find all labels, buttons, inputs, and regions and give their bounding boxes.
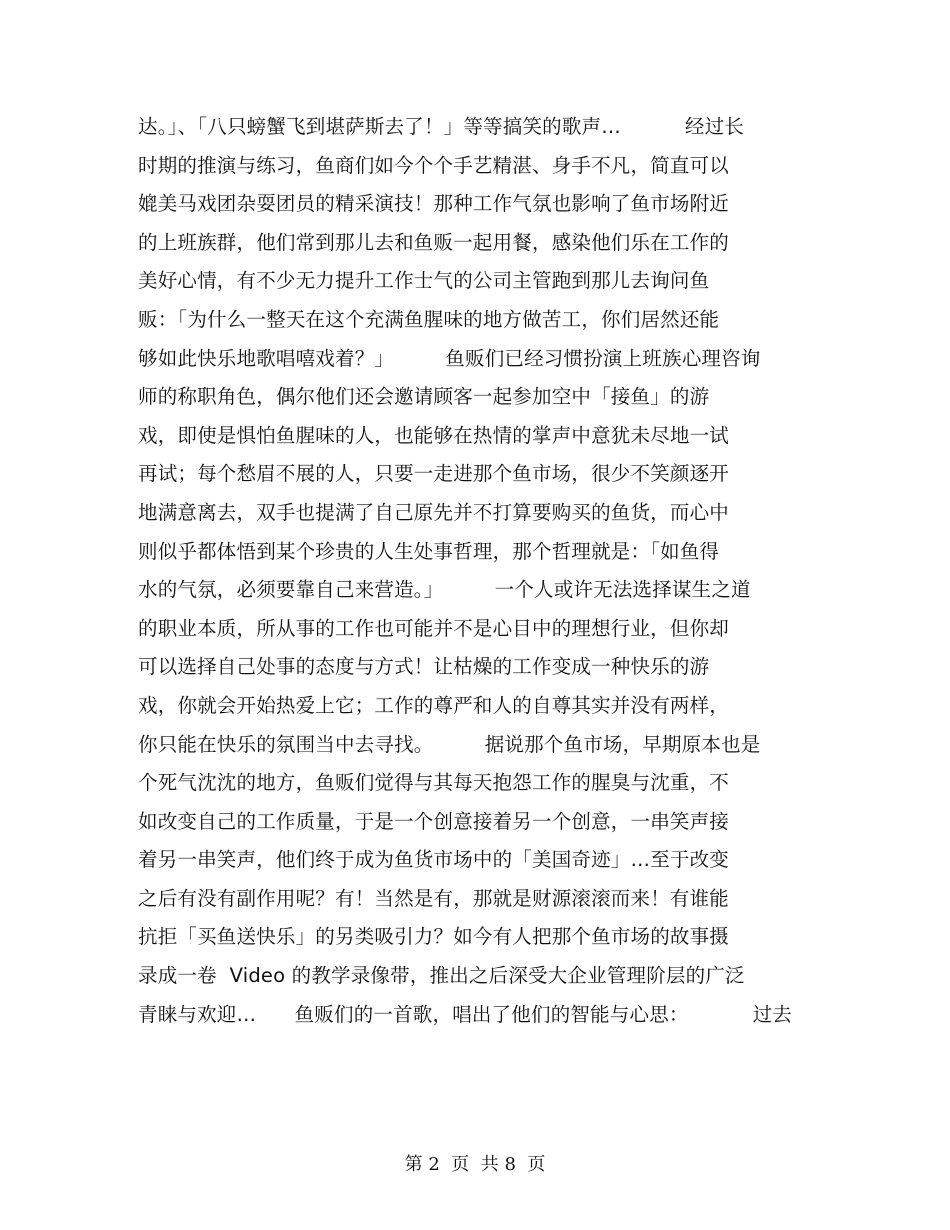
text-line: 录成一卷 Video 的教学录像带，推出之后深受大企业管理阶层的广泛 [138, 964, 745, 988]
text-line: 你只能在快乐的氛围当中去寻找。 据说那个鱼市场，早期原本也是 [138, 732, 761, 756]
text-line: 美好心情，有不少无力提升工作士气的公司主管跑到那儿去询问鱼 [138, 269, 710, 293]
text-line: 戏，即使是惧怕鱼腥味的人，也能够在热情的掌声中意犹未尽地一试 [138, 423, 730, 447]
text-line: 之后有没有副作用呢？有！当然是有，那就是财源滚滚而来！有谁能 [138, 886, 730, 910]
text-line: 贩：「为什么一整天在这个充满鱼腥味的地方做苦工，你们居然还能 [138, 307, 720, 331]
text-line: 媲美马戏团杂耍团员的精采演技！那种工作气氛也影响了鱼市场附近 [138, 192, 730, 216]
text-line: 戏，你就会开始热爱上它；工作的尊严和人的自尊其实并没有两样， [138, 693, 730, 717]
text-line: 师的称职角色，偶尔他们还会邀请顾客一起参加空中「接鱼」的游 [138, 385, 710, 409]
text-line: 如改变自己的工作质量，于是一个创意接着另一个创意，一串笑声接 [138, 809, 730, 833]
text-line: 水的气氛，必须要靠自己来营造。」 一个人或许无法选择谋生之道 [138, 578, 751, 602]
text-line: 再试；每个愁眉不展的人，只要一走进那个鱼市场，很少不笑颜逐开 [138, 462, 730, 486]
text-line: 可以选择自己处事的态度与方式！让枯燥的工作变成一种快乐的游 [138, 655, 710, 679]
text-line: 的上班族群，他们常到那儿去和鱼贩一起用餐，感染他们乐在工作的 [138, 230, 730, 254]
text-line: 则似乎都体悟到某个珍贵的人生处事哲理，那个哲理就是：「如鱼得 [138, 539, 720, 563]
text-line: 达。」、「八只螃蟹飞到堪萨斯去了！」等等搞笑的歌声… 经过长 [138, 115, 745, 138]
text-line: 个死气沈沈的地方，鱼贩们觉得与其每天抱怨工作的腥臭与沈重，不 [138, 771, 730, 795]
text-line: 的职业本质，所从事的工作也可能并不是心目中的理想行业，但你却 [138, 616, 730, 640]
text-line: 着另一串笑声，他们终于成为鱼货市场中的「美国奇迹」…至于改变 [138, 848, 730, 872]
text-line: 青睐与欢迎… 鱼贩们的一首歌，唱出了他们的智能与心思： 过去 [138, 1002, 792, 1026]
text-line: 够如此快乐地歌唱嘻戏着？」 鱼贩们已经习惯扮演上班族心理咨询 [138, 346, 761, 370]
text-line: 地满意离去，双手也提满了自己原先并不打算要购买的鱼货，而心中 [138, 500, 730, 524]
text-line: 抗拒「买鱼送快乐」的另类吸引力？如今有人把那个鱼市场的故事摄 [138, 925, 730, 949]
text-line: 时期的推演与练习，鱼商们如今个个手艺精湛、身手不凡，简直可以 [138, 153, 730, 177]
body-text [138, 108, 838, 1034]
page-number-footer: 第 2 页 共 8 页 [404, 1154, 546, 1175]
